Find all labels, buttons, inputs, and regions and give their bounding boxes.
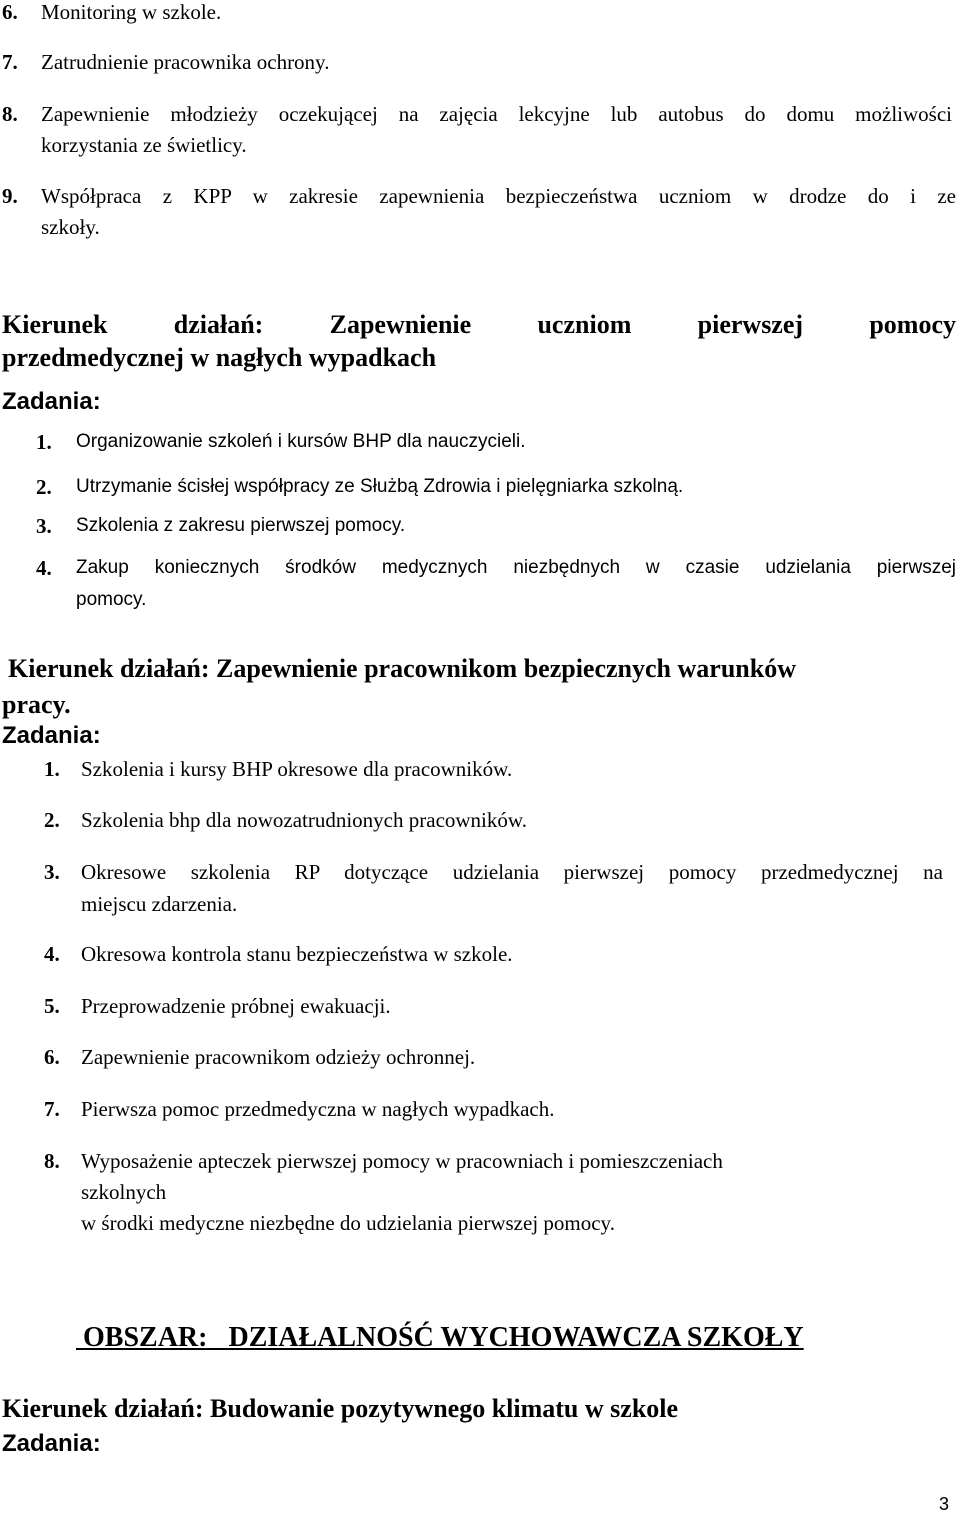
list-item-text: Zapewnienie młodzieży oczekującej na zajęcia lekcyjne lub autobus do domu możliwości xyxy=(41,102,952,126)
list-number: 7. xyxy=(44,1097,60,1121)
list-number: 3. xyxy=(36,514,52,538)
list-item-text: w środki medyczne niezbędne do udzielania pierwszej pomocy. xyxy=(81,1211,615,1235)
list-item-text: Utrzymanie ścisłej współpracy ze Służbą Zdrowia i pielęgniarka szkolną. xyxy=(76,476,684,497)
list-number: 3. xyxy=(44,860,60,884)
list-item-text: pomocy. xyxy=(76,589,147,610)
list-item-text: Współpraca z KPP w zakresie zapewnienia bezpieczeństwa uczniom w drodze do i ze xyxy=(41,184,956,208)
list-item-text: Szkolenia i kursy BHP okresowe dla pracowników. xyxy=(81,757,513,781)
list-item-text: Przeprowadzenie próbnej ewakuacji. xyxy=(81,994,391,1018)
section-heading: Kierunek działań: Zapewnienie uczniom pierwszej pomocy xyxy=(2,310,956,339)
list-item-text: Okresowa kontrola stanu bezpieczeństwa w szkole. xyxy=(81,942,513,966)
list-number: 4. xyxy=(36,556,52,580)
section-heading: pracy. xyxy=(2,690,71,719)
list-number: 6. xyxy=(44,1045,60,1069)
list-number: 8. xyxy=(44,1149,60,1173)
list-number: 8. xyxy=(2,102,18,126)
list-item-text: szkolnych xyxy=(81,1180,167,1204)
list-number: 7. xyxy=(2,50,18,74)
list-item-text: Okresowe szkolenia RP dotyczące udzielania pierwszej pomocy przedmedycznej na xyxy=(81,860,943,884)
list-item-text: miejscu zdarzenia. xyxy=(81,892,238,916)
section-heading: Kierunek działań: Budowanie pozytywnego klimatu w szkole xyxy=(2,1394,679,1423)
list-item-text: Wyposażenie apteczek pierwszej pomocy w pracowniach i pomieszczeniach xyxy=(81,1149,723,1173)
list-number: 9. xyxy=(2,184,18,208)
list-item-text: Szkolenia z zakresu pierwszej pomocy. xyxy=(76,515,406,536)
list-item-text: Zatrudnienie pracownika ochrony. xyxy=(41,50,330,74)
list-number: 5. xyxy=(44,994,60,1018)
list-item-text: szkoły. xyxy=(41,215,100,239)
section-heading: przedmedycznej w nagłych wypadkach xyxy=(2,343,437,372)
section-heading: Kierunek działań: Zapewnienie pracownikom bezpiecznych warunków xyxy=(8,654,796,683)
list-number: 1. xyxy=(44,757,60,781)
list-item-text: Pierwsza pomoc przedmedyczna w nagłych wypadkach. xyxy=(81,1097,555,1121)
list-number: 4. xyxy=(44,942,60,966)
list-item-text: Zapewnienie pracownikom odzieży ochronnej. xyxy=(81,1045,476,1069)
list-number: 1. xyxy=(36,430,52,454)
area-heading: OBSZAR: DZIAŁALNOŚĆ WYCHOWAWCZA SZKOŁY xyxy=(76,1322,804,1353)
page-number: 3 xyxy=(939,1494,950,1514)
list-item-text: Zakup koniecznych środków medycznych niezbędnych w czasie udzielania pierwszej xyxy=(76,557,956,578)
list-item-text: Monitoring w szkole. xyxy=(41,0,222,24)
tasks-label: Zadania: xyxy=(2,1430,101,1457)
list-item-text: korzystania ze świetlicy. xyxy=(41,133,247,157)
list-number: 2. xyxy=(44,808,60,832)
list-number: 2. xyxy=(36,475,52,499)
list-item-text: Szkolenia bhp dla nowozatrudnionych pracowników. xyxy=(81,808,527,832)
list-item-text: Organizowanie szkoleń i kursów BHP dla nauczycieli. xyxy=(76,431,526,452)
tasks-label: Zadania: xyxy=(2,388,101,415)
list-number: 6. xyxy=(2,0,18,24)
tasks-label: Zadania: xyxy=(2,722,101,749)
